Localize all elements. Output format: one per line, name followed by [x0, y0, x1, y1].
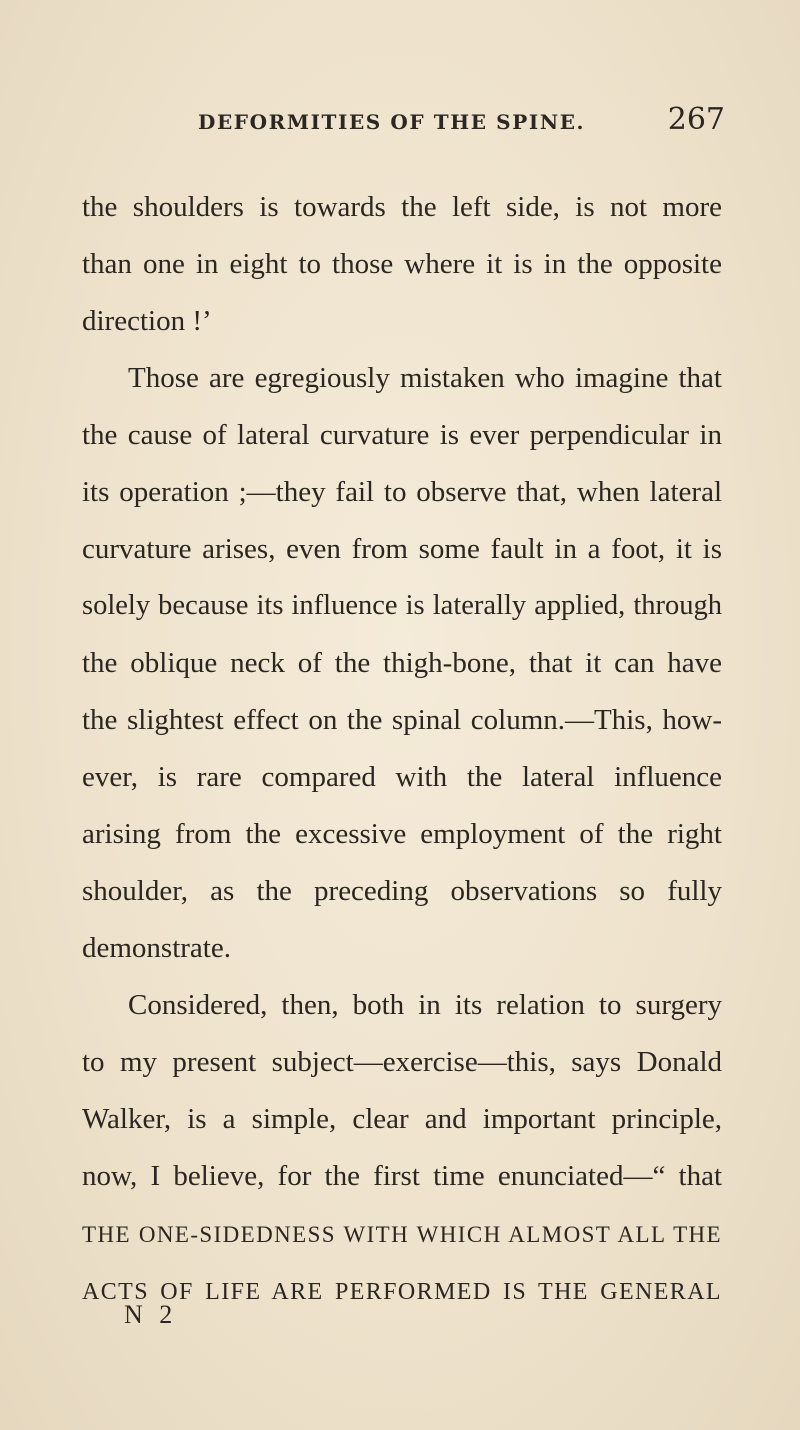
page-number: 267	[667, 102, 725, 137]
text-line-10: the slightest effect on the spinal column.—This, how-	[82, 704, 722, 736]
text-line-20: ACTS OF LIFE ARE PERFORMED IS THE GENERAL	[82, 1279, 722, 1305]
text-line-1: the shoulders is towards the left side, is not more	[82, 191, 722, 223]
text-line-19: THE ONE-SIDEDNESS WITH WHICH ALMOST ALL THE	[82, 1222, 722, 1247]
text-line-5: the cause of lateral curvature is ever perpendicular in	[82, 419, 722, 451]
text-line-2: than one in eight to those where it is in the opposite	[82, 248, 722, 280]
text-line-14: demonstrate.	[82, 932, 231, 964]
running-head-title: DEFORMITIES OF THE SPINE.	[198, 110, 586, 134]
text-line-9: the oblique neck of the thigh-bone, that it can have	[82, 647, 722, 679]
text-line-13: shoulder, as the preceding observations so fully	[82, 875, 722, 907]
text-line-6: its operation ;—they fail to observe that, when lateral	[82, 476, 722, 508]
text-line-15: Considered, then, both in its relation to surgery	[128, 989, 722, 1021]
text-line-12: arising from the excessive employment of the right	[82, 818, 722, 850]
text-line-16: to my present subject—exercise—this, says Donald	[82, 1046, 722, 1078]
text-line-11: ever, is rare compared with the lateral influence	[82, 761, 722, 793]
text-line-7: curvature arises, even from some fault in a foot, it is	[82, 533, 722, 565]
text-line-8: solely because its influence is laterally applied, through	[82, 590, 722, 621]
text-line-4: Those are egregiously mistaken who imagine that	[128, 362, 722, 394]
running-head	[82, 102, 725, 142]
text-line-18: now, I believe, for the first time enunciated—“ that	[82, 1160, 722, 1192]
text-line-17: Walker, is a simple, clear and important principle,	[82, 1103, 722, 1135]
text-line-3: direction !’	[82, 305, 212, 337]
signature-mark: N 2	[124, 1300, 178, 1329]
